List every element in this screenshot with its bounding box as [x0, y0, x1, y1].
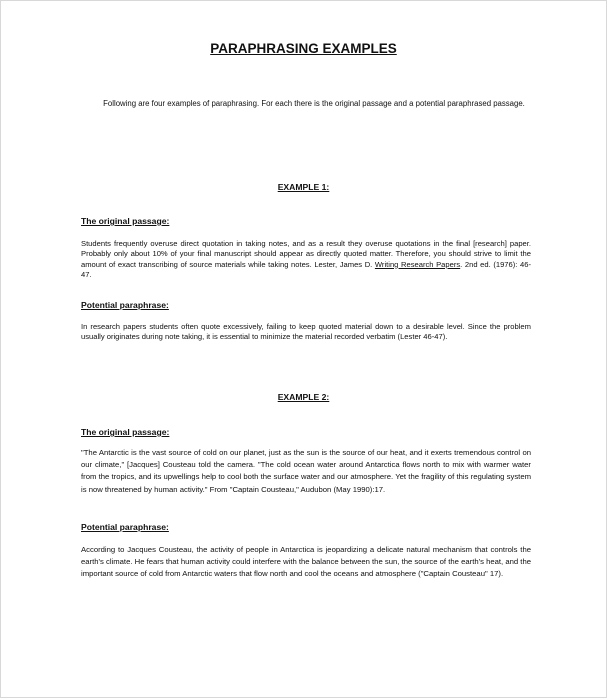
page-title: PARAPHRASING EXAMPLES [210, 41, 397, 56]
example-1-original-body: Students frequently overuse direct quotation in taking notes, and as a result they overuse quotations in the final [research] paper. Probably only about 10% of your final manuscript should appear as directly quoted matter. Therefore, you should strive to limit the amount of exact transcribing of source materials while taking notes. Lester, James D. [81, 239, 531, 269]
example-2-paraphrase-text: According to Jacques Cousteau, the activity of people in Antarctica is jeopardizing a delicate natural mechanism that controls the earth's climate. He fears that human activity could interfere with the balance between the sun, the source of the earth's heat, and the important source of cold from Antarctic waters that flow north and cool the oceans and atmosphere ("Captain Cousteau" 17). [81, 545, 531, 579]
example-1-citation-tail: . 2nd ed. (1976): 46-47. [81, 259, 531, 279]
example-1-paraphrase-text: In research papers students often quote excessively, failing to keep quoted material down to a desirable level. Since the problem usually originates during note taking, it is essential to minimize the material recorded verbatim (Lester 46-47). [81, 322, 531, 342]
example-1-paraphrase-label: Potential paraphrase: [81, 300, 169, 310]
example-1-heading: EXAMPLE 1: [277, 182, 330, 192]
example-2-original-label: The original passage: [81, 427, 170, 437]
example-1-original-label: The original passage: [81, 216, 170, 226]
example-2-paraphrase-label: Potential paraphrase: [81, 522, 169, 532]
example-2-heading: EXAMPLE 2: [277, 392, 330, 402]
example-1-book-title: Writing Research Papers [374, 259, 461, 269]
example-1-original-text [81, 239, 531, 280]
example-2-original-text: "The Antarctic is the vast source of cold on our planet, just as the sun is the source of our heat, and it exerts tremendous control on our climate," [Jacques] Cousteau told the camera. "The cold ocean water around Antarctica flows north to mix with warmer water from the tropics, and its upwellings help to cool both the surface water and our atmosphere. Yet the fragility of this regulating system is now threatened by human activity." From "Captain Cousteau," Audubon (May 1990):17. [81, 448, 531, 494]
intro-text: Following are four examples of paraphrasing. For each there is the original passage and a potential paraphrased passage. [103, 99, 525, 108]
